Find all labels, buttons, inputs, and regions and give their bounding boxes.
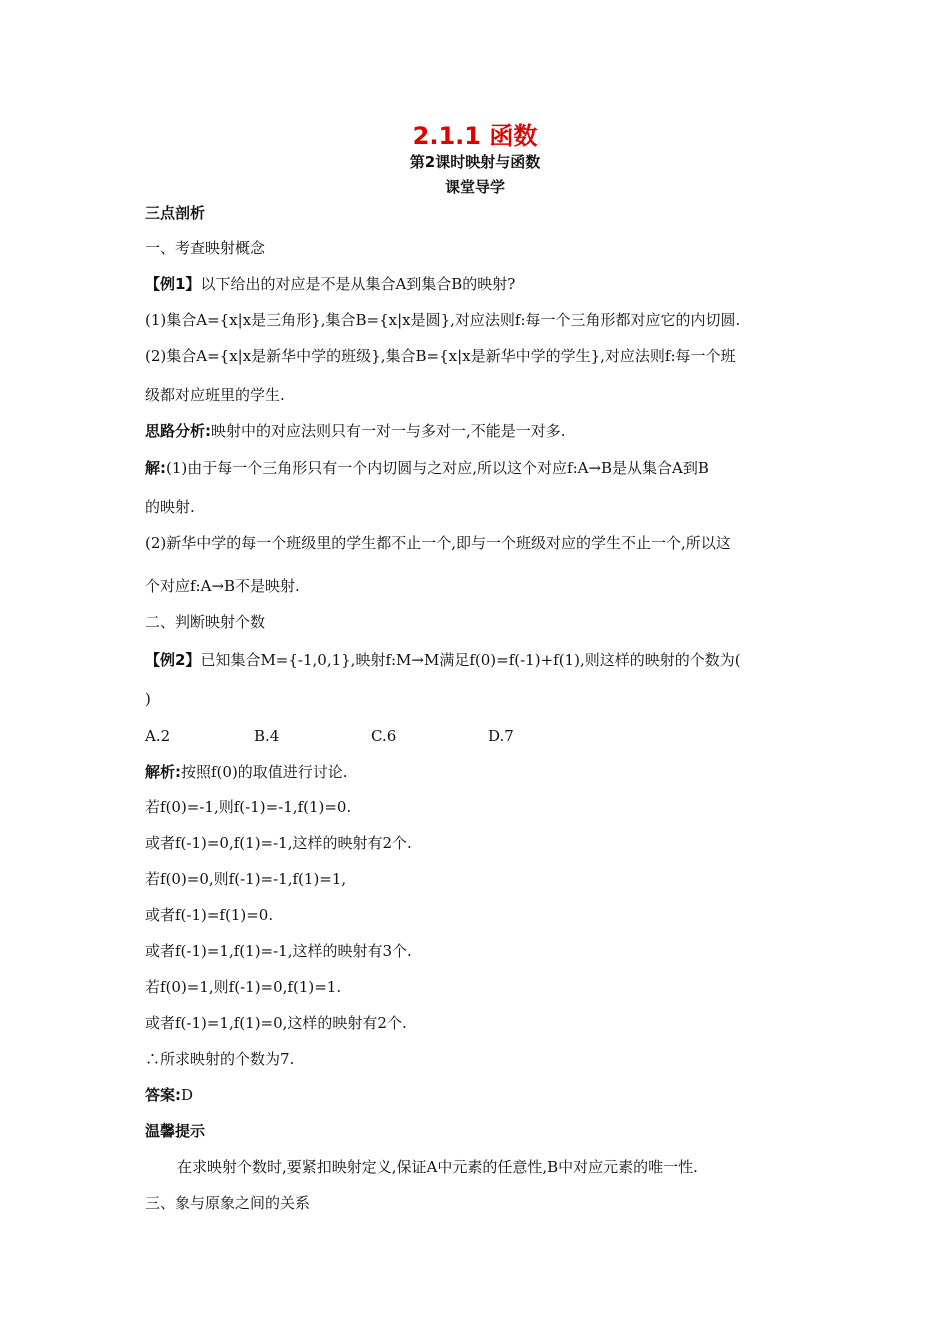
solution2-line-b: 个对应f:A→B不是映射. bbox=[145, 577, 300, 595]
example1-item1: (1)集合A={x|x是三角形},集合B={x|x是圆},对应法则f:每一个三角形都对应它的内切圆. bbox=[145, 311, 741, 329]
example2-line-a bbox=[145, 650, 741, 670]
tip-text: 在求映射个数时,要紧扣映射定义,保证A中元素的任意性,B中对应元素的唯一性. bbox=[177, 1158, 698, 1176]
analysis2-line bbox=[145, 762, 348, 782]
answer-value: D bbox=[181, 1086, 194, 1104]
solution1-line-b: 的映射. bbox=[145, 498, 195, 516]
tip-heading: 温馨提示 bbox=[145, 1122, 206, 1140]
analysis1-line bbox=[145, 421, 566, 441]
analysis2-text: 按照f(0)的取值进行讨论. bbox=[181, 763, 348, 781]
analysis1-label: 思路分析: bbox=[145, 422, 211, 440]
solution-label: 解: bbox=[145, 459, 166, 477]
option-d: D.7 bbox=[488, 727, 514, 745]
example1-tag: 【例1】 bbox=[145, 275, 201, 293]
example2-text: 已知集合M={-1,0,1},映射f:M→M满足f(0)=f(-1)+f(1),则这样的映射的个数为( bbox=[200, 651, 741, 669]
example2-line-b: ) bbox=[145, 690, 151, 708]
option-b: B.4 bbox=[254, 727, 280, 745]
case-line: 或者f(-1)=1,f(1)=0,这样的映射有2个. bbox=[145, 1014, 407, 1032]
case-line: 若f(0)=-1,则f(-1)=-1,f(1)=0. bbox=[145, 798, 352, 816]
solution2-line-a: (2)新华中学的每一个班级里的学生都不止一个,即与一个班级对应的学生不止一个,所以这 bbox=[145, 534, 731, 552]
case-line: 或者f(-1)=0,f(1)=-1,这样的映射有2个. bbox=[145, 834, 412, 852]
answer-label: 答案: bbox=[145, 1086, 181, 1104]
example1-item2-b: 级都对应班里的学生. bbox=[145, 386, 285, 404]
example1-text: 以下给出的对应是不是从集合A到集合B的映射? bbox=[200, 275, 516, 293]
solution1-text-a: (1)由于每一个三角形只有一个内切圆与之对应,所以这个对应f:A→B是从集合A到B bbox=[166, 459, 709, 477]
example2-tag: 【例2】 bbox=[145, 651, 201, 669]
section-heading: 三点剖析 bbox=[145, 204, 206, 222]
lesson-subtitle: 第2课时映射与函数 bbox=[409, 153, 541, 171]
example1-line bbox=[145, 274, 515, 294]
section-subtitle: 课堂导学 bbox=[444, 178, 505, 196]
example1-item2-a: (2)集合A={x|x是新华中学的班级},集合B={x|x是新华中学的学生},对应法则f:每一个班 bbox=[145, 347, 736, 365]
answer-line bbox=[145, 1085, 193, 1105]
case-line: 或者f(-1)=f(1)=0. bbox=[145, 906, 274, 924]
part1-heading: 一、考查映射概念 bbox=[145, 239, 266, 257]
page-title: 2.1.1 函数 bbox=[412, 122, 538, 150]
option-c: C.6 bbox=[371, 727, 397, 745]
case-line: 若f(0)=0,则f(-1)=-1,f(1)=1, bbox=[145, 870, 347, 888]
case-line: 若f(0)=1,则f(-1)=0,f(1)=1. bbox=[145, 978, 342, 996]
conclusion-line: ∴所求映射的个数为7. bbox=[145, 1050, 295, 1068]
part3-heading: 三、象与原象之间的关系 bbox=[145, 1194, 311, 1212]
solution1-line-a bbox=[145, 458, 709, 478]
case-line: 或者f(-1)=1,f(1)=-1,这样的映射有3个. bbox=[145, 942, 412, 960]
analysis2-label: 解析: bbox=[145, 763, 181, 781]
option-a: A.2 bbox=[145, 727, 171, 745]
part2-heading: 二、判断映射个数 bbox=[145, 613, 266, 631]
analysis1-text: 映射中的对应法则只有一对一与多对一,不能是一对多. bbox=[211, 422, 566, 440]
